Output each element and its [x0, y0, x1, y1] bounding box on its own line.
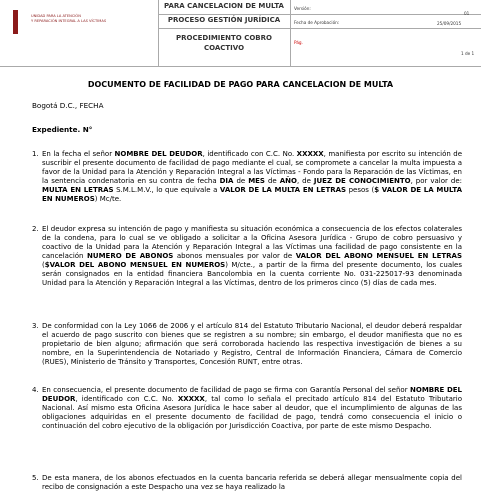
divider — [290, 0, 291, 66]
version-value: 01 — [464, 11, 470, 16]
paragraph-4: En consecuencia, el presente documento de facilidad de pago se firma con Garantía Personal del señor NOMBRE DEL DEUDOR, identificado con C.C. No. XXXXX, tal como lo señala el precitado artículo 814 del Estatuto Tributario Nacional. Así mismo esta Oficina Asesora Jurídica le hace saber al deudor, que el incumplimiento de algunas de las obligaciones adquiridas en el presente documento de facilidad de pago, tendrá como consecuencia el inicio o continuación del cobro ejecutivo de la obligación por Jurisdicción Coactiva, por parte de este mismo Despacho. — [42, 386, 462, 430]
paragraph-number: 4. — [32, 386, 39, 394]
paragraph-5: De esta manera, de los abonos efectuados en la cuenta bancaria referida se deberá allegar mensualmente copia del recibo de consignación a este Despacho una vez se haya realizado la — [42, 474, 462, 491]
expediente-label: Expediente. N° — [32, 125, 93, 134]
paragraph-number: 5. — [32, 474, 39, 482]
paragraph-number: 1. — [32, 150, 39, 158]
paragraph-3: De conformidad con la Ley 1066 de 2006 y el artículo 814 del Estatuto Tributario Nacional, el deudor deberá respaldar el acuerdo de pago suscrito con bienes que se registren a su nombre; sin embargo, el deudor manifiesta que no es propietario de bien alguno; afirmación que será corroborada haciendo las respectiva investigación de bienes a su nombre, en la Superintendencia de Notariado y Registro, Central de Información Financiera, Cámara de Comercio (RUES), Ministerio de Tránsito y Transportes, Concesión RUNT, entre otras. — [42, 322, 462, 366]
header-procedure-line1: PROCEDIMIENTO COBRO — [176, 34, 272, 42]
page-label: Pág. — [294, 40, 303, 45]
logo-text-line1: UNIDAD PARA LA ATENCIÓN — [31, 14, 81, 18]
document-header — [0, 0, 481, 66]
approval-date-value: 25/09/2015 — [437, 21, 462, 26]
header-form-title: PARA CANCELACION DE MULTA — [164, 2, 284, 10]
paragraph-number: 3. — [32, 322, 39, 330]
logo-text-line2: Y REPARACIÓN INTEGRAL A LAS VÍCTIMAS — [31, 19, 107, 23]
paragraph-2: El deudor expresa su intención de pago y manifiesta su situación económica a consecuencia de los efectos colaterales de la condena, para lo cual se ve obligado a solicitar a la Oficina Asesora Jurídica - Grupo de cobro persuasivo y coactivo de la Unidad para la Atención y Reparación Integral a las Víctimas una facilidad de pago consistente en la cancelación NUMERO DE ABONOS abonos mensuales por valor de VALOR DEL ABONO MENSUEL EN LETRAS ($VALOR DEL ABONO MENSUEL EN NUMEROS) M/cte., a partir de la firma del presente documento, los cuales serán consignados en la entidad financiera Bancolombia en la cuenta corriente No. 031-225017-93 denominada Unidad para la Atención y Reparación Integral a las Víctimas, dentro de los primeros cinco (5) días de cada mes. — [42, 225, 463, 287]
paragraph-1: En la fecha el señor NOMBRE DEL DEUDOR, identificado con C.C. No. XXXXX, manifiesta por escrito su intención de suscribir el presente documento de facilidad de pago mediante el cual, se compromete a cancelar la multa impuesta a favor de la Unidad para la Atención y Reparación Integral a las Víctimas - Fondo para la Reparación de las Víctimas, en la sentencia condenatoria en su contra de fecha DIA de MES de AÑO, de JUEZ DE CONOCIMIENTO, por valor de: MULTA EN LETRAS S.M.L.M.V., lo que equivale a VALOR DE LA MULTA EN LETRAS pesos ($ VALOR DE LA MULTA EN NUMEROS) Mc/te. — [42, 150, 463, 203]
city-date: Bogotá D.C., FECHA — [32, 101, 104, 110]
logo-mark-icon — [13, 10, 18, 34]
document-title: DOCUMENTO DE FACILIDAD DE PAGO PARA CANCELACION DE MULTA — [87, 80, 394, 89]
divider — [0, 66, 481, 67]
page-value: 1 de 1 — [461, 51, 475, 56]
divider — [158, 28, 481, 29]
approval-date-label: Fecha de Aprobación: — [294, 20, 340, 25]
header-procedure-line2: COACTIVO — [203, 44, 245, 52]
institution-logo — [0, 0, 158, 66]
header-process: PROCESO GESTIÓN JURÍDICA — [167, 16, 281, 24]
paragraph-number: 2. — [32, 225, 39, 233]
version-label: Versión: — [294, 6, 311, 11]
divider — [158, 14, 481, 15]
